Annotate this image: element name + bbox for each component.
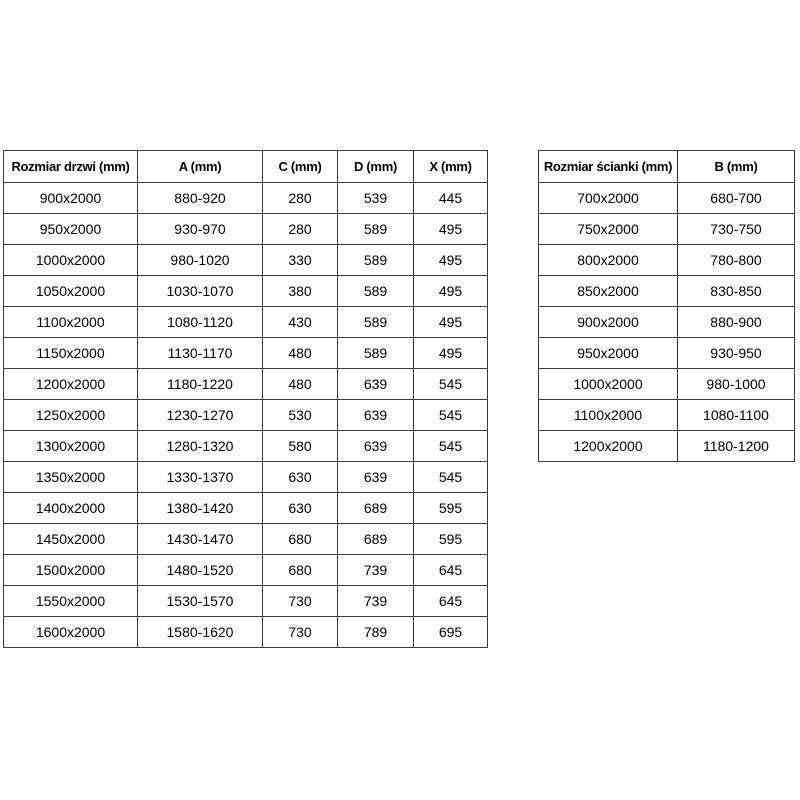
table-cell: 1050x2000	[4, 276, 138, 307]
table-row	[4, 524, 488, 555]
table-row	[4, 276, 488, 307]
table-cell: 1130-1170	[138, 338, 263, 369]
table-cell: 580	[263, 431, 338, 462]
table-cell: 280	[263, 183, 338, 214]
table-cell: 280	[263, 214, 338, 245]
table-cell: 589	[338, 338, 414, 369]
table-cell: 1450x2000	[4, 524, 138, 555]
column-header: X (mm)	[414, 151, 488, 183]
table-row	[539, 400, 795, 431]
table-cell: 700x2000	[539, 183, 678, 214]
table-row	[4, 586, 488, 617]
door-size-table	[3, 150, 488, 648]
table-cell: 539	[338, 183, 414, 214]
table-row	[539, 214, 795, 245]
table-cell: 495	[414, 307, 488, 338]
table-cell: 1100x2000	[539, 400, 678, 431]
table-cell: 495	[414, 276, 488, 307]
table-cell: 1150x2000	[4, 338, 138, 369]
table-row	[4, 338, 488, 369]
table-cell: 680	[263, 555, 338, 586]
table-cell: 430	[263, 307, 338, 338]
table-row	[539, 307, 795, 338]
table-cell: 1000x2000	[539, 369, 678, 400]
table-cell: 645	[414, 555, 488, 586]
table-cell: 630	[263, 493, 338, 524]
table-cell: 380	[263, 276, 338, 307]
table-cell: 545	[414, 400, 488, 431]
table-cell: 545	[414, 369, 488, 400]
table-cell: 689	[338, 524, 414, 555]
table-cell: 589	[338, 307, 414, 338]
table-cell: 730-750	[678, 214, 795, 245]
table-cell: 480	[263, 369, 338, 400]
table-cell: 330	[263, 245, 338, 276]
table-cell: 730	[263, 586, 338, 617]
column-header: C (mm)	[263, 151, 338, 183]
table-cell: 589	[338, 276, 414, 307]
table-cell: 880-920	[138, 183, 263, 214]
table-cell: 639	[338, 462, 414, 493]
table-row	[4, 214, 488, 245]
table-cell: 950x2000	[4, 214, 138, 245]
table-cell: 1380-1420	[138, 493, 263, 524]
table-cell: 1400x2000	[4, 493, 138, 524]
table-cell: 695	[414, 617, 488, 648]
table-row	[539, 369, 795, 400]
table-cell: 900x2000	[539, 307, 678, 338]
table-cell: 480	[263, 338, 338, 369]
table-cell: 689	[338, 493, 414, 524]
table-row	[4, 245, 488, 276]
table-cell: 589	[338, 214, 414, 245]
table-cell: 589	[338, 245, 414, 276]
table-cell: 1180-1200	[678, 431, 795, 462]
column-header: B (mm)	[678, 151, 795, 183]
table-cell: 1000x2000	[4, 245, 138, 276]
table-cell: 950x2000	[539, 338, 678, 369]
table-cell: 595	[414, 493, 488, 524]
table-row	[4, 183, 488, 214]
table-cell: 495	[414, 338, 488, 369]
table-cell: 639	[338, 400, 414, 431]
table-cell: 750x2000	[539, 214, 678, 245]
table-cell: 1200x2000	[4, 369, 138, 400]
table-row	[4, 431, 488, 462]
table-cell: 980-1000	[678, 369, 795, 400]
table-cell: 495	[414, 245, 488, 276]
table-cell: 1200x2000	[539, 431, 678, 462]
table-cell: 445	[414, 183, 488, 214]
table-cell: 739	[338, 586, 414, 617]
table-row	[539, 183, 795, 214]
table-cell: 1550x2000	[4, 586, 138, 617]
table-row	[4, 555, 488, 586]
column-header: A (mm)	[138, 151, 263, 183]
table-cell: 930-970	[138, 214, 263, 245]
table-cell: 850x2000	[539, 276, 678, 307]
table-cell: 1180-1220	[138, 369, 263, 400]
table-cell: 1100x2000	[4, 307, 138, 338]
header-row	[539, 151, 795, 183]
table-row	[4, 400, 488, 431]
table-cell: 900x2000	[4, 183, 138, 214]
table-cell: 800x2000	[539, 245, 678, 276]
table-cell: 980-1020	[138, 245, 263, 276]
table-cell: 1580-1620	[138, 617, 263, 648]
table-cell: 930-950	[678, 338, 795, 369]
header-row	[4, 151, 488, 183]
table-cell: 1330-1370	[138, 462, 263, 493]
table-cell: 789	[338, 617, 414, 648]
table-cell: 1280-1320	[138, 431, 263, 462]
table-cell: 1430-1470	[138, 524, 263, 555]
table-cell: 1250x2000	[4, 400, 138, 431]
table-row	[539, 276, 795, 307]
table-cell: 530	[263, 400, 338, 431]
table-cell: 495	[414, 214, 488, 245]
table-cell: 880-900	[678, 307, 795, 338]
table-cell: 730	[263, 617, 338, 648]
table-cell: 639	[338, 431, 414, 462]
table-cell: 639	[338, 369, 414, 400]
column-header: Rozmiar drzwi (mm)	[4, 151, 138, 183]
column-header: Rozmiar ścianki (mm)	[539, 151, 678, 183]
table-cell: 1500x2000	[4, 555, 138, 586]
table-cell: 1530-1570	[138, 586, 263, 617]
table-row	[539, 338, 795, 369]
table-cell: 645	[414, 586, 488, 617]
table-row	[4, 493, 488, 524]
table-row	[4, 462, 488, 493]
table-row	[539, 245, 795, 276]
table-cell: 1080-1100	[678, 400, 795, 431]
table-cell: 830-850	[678, 276, 795, 307]
table-cell: 1230-1270	[138, 400, 263, 431]
table-row	[4, 369, 488, 400]
table-cell: 1600x2000	[4, 617, 138, 648]
table-cell: 680-700	[678, 183, 795, 214]
table-cell: 780-800	[678, 245, 795, 276]
table-row	[4, 307, 488, 338]
table-row	[4, 617, 488, 648]
table-cell: 680	[263, 524, 338, 555]
table-cell: 1350x2000	[4, 462, 138, 493]
table-cell: 1080-1120	[138, 307, 263, 338]
table-cell: 595	[414, 524, 488, 555]
wall-size-table	[538, 150, 795, 462]
column-header: D (mm)	[338, 151, 414, 183]
table-cell: 545	[414, 462, 488, 493]
table-cell: 1030-1070	[138, 276, 263, 307]
table-cell: 630	[263, 462, 338, 493]
table-cell: 545	[414, 431, 488, 462]
table-row	[539, 431, 795, 462]
table-cell: 1300x2000	[4, 431, 138, 462]
table-cell: 1480-1520	[138, 555, 263, 586]
table-cell: 739	[338, 555, 414, 586]
